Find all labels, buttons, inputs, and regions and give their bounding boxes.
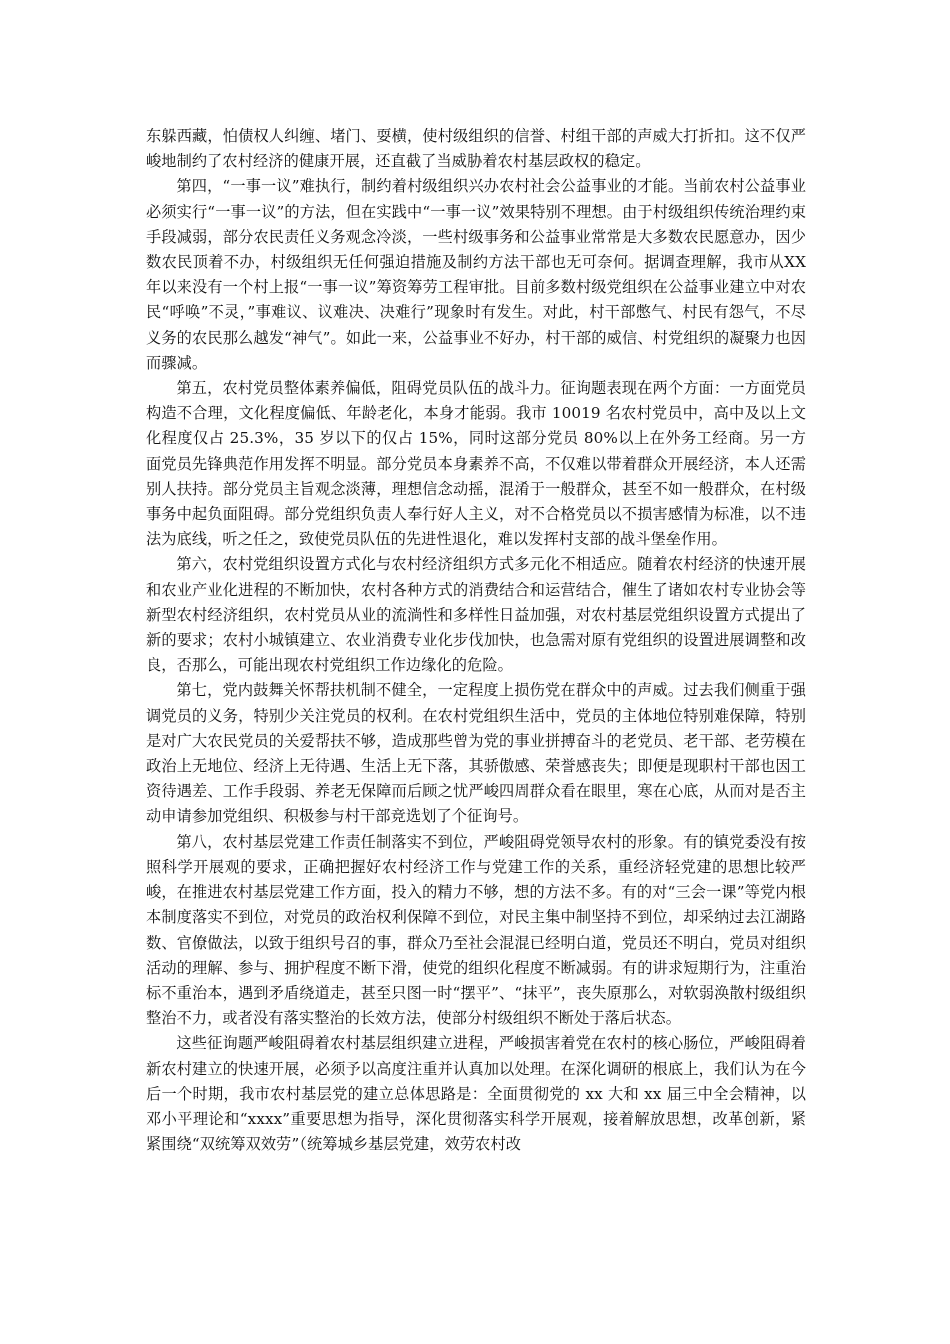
paragraph-fifth: 第五，农村党员整体素养偏低，阻碍党员队伍的战斗力。征询题表现在两个方面：一方面党员构造不合理，文化程度偏低、年龄老化，本身才能弱。我市 10019 名农村党员中，高中及以上文化程度仅占 25.3%，35 岁以下的仅占 15%，同时这部分党员 80%以上在外务工经商。另一方面党员先锋典范作用发挥不明显。部分党员本身素养不高，不仅难以带着群众开展经济，本人还需别人扶持。部分党员主旨观念淡薄，理想信念动摇，混淆于一般群众，甚至不如一般群众，在村级事务中起负面阻碍。部分党组织负责人奉行好人主义，对不合格党员以不损害感情为标准，以不违法为底线，听之任之，致使党员队伍的先进性退化，难以发挥村支部的战斗堡垒作用。	[146, 379, 806, 549]
paragraph-sixth: 第六，农村党组织设置方式化与农村经济组织方式多元化不相适应。随着农村经济的快速开展和农业产业化进程的不断加快，农村各种方式的消费结合和运营结合，催生了诸如农村专业协会等新型农村经济组织，农村党员从业的流淌性和多样性日益加强，对农村基层党组织设置方式提出了新的要求；农村小城镇建立、农业消费专业化步伐加快，也急需对原有党组织的设置进展调整和改良，否那么，可能出现农村党组织工作边缘化的危险。	[146, 555, 806, 675]
paragraph-fourth: 第四，“一事一议”难执行，制约着村级组织兴办农村社会公益事业的才能。当前农村公益事业必须实行“一事一议”的方法，但在实践中“一事一议”效果特别不理想。由于村级组织传统治理约束手段减弱，部分农民责任义务观念冷淡，一些村级事务和公益事业常常是大多数农民愿意办，因少数农民顶着不办，村级组织无任何强迫措施及制约方法干部也无可奈何。据调查理解，我市从XX年以来没有一个村上报“一事一议”筹资筹劳工程审批。目前多数村级党组织在公益事业建立中对农民“呼唤”不灵，”事难议、议难决、决难行”现象时有发生。对此，村干部憋气、村民有怨气，不尽义务的农民那么越发“神气”。如此一来，公益事业不好办，村干部的威信、村党组织的凝聚力也因而骤减。	[146, 177, 806, 372]
paragraph-seventh: 第七，党内鼓舞关怀帮扶机制不健全，一定程度上损伤党在群众中的声威。过去我们侧重于强调党员的义务，特别少关注党员的权利。在农村党组织生活中，党员的主体地位特别难保障，特别是对广大农民党员的关爱帮扶不够，造成那些曾为党的事业拼搏奋斗的老党员、老干部、老劳模在政治上无地位、经济上无待遇、生活上无下落，其骄傲感、荣誉感丧失；即便是现职村干部也因工资待遇差、工作手段弱、养老无保障而后顾之忧严峻四周群众看在眼里，寒在心底，从而对是否主动申请参加党组织、积极参与村干部竞选划了个征询号。	[146, 681, 806, 826]
paragraph-summary: 这些征询题严峻阻碍着农村基层组织建立进程，严峻损害着党在农村的核心肠位，严峻阻碍着新农村建立的快速开展，必须予以高度注重并认真加以处理。在深化调研的根底上，我们认为在今后一个时期，我市农村基层党的建立总体思路是：全面贯彻党的 xx 大和 xx 届三中全会精神，以邓小平理论和“xxxx”重要思想为指导，深化贯彻落实科学开展观，接着解放思想，改革创新，紧紧围绕“双统筹双效劳”（统筹城乡基层党建，效劳农村改	[146, 1034, 806, 1154]
paragraph-continuation: 东躲西藏，怕债权人纠缠、堵门、耍横，使村级组织的信誉、村组干部的声威大打折扣。这不仅严峻地制约了农村经济的健康开展，还直截了当威胁着农村基层政权的稳定。	[146, 127, 806, 171]
document-page	[146, 124, 806, 1157]
paragraph-eighth: 第八，农村基层党建工作责任制落实不到位，严峻阻碍党领导农村的形象。有的镇党委没有按照科学开展观的要求，正确把握好农村经济工作与党建工作的关系，重经济轻党建的思想比较严峻，在推进农村基层党建工作方面，投入的精力不够，想的方法不多。有的对“三会一课”等党内根本制度落实不到位，对党员的政治权利保障不到位，对民主集中制坚持不到位，却采纳过去江湖路数、官僚做法，以致于组织号召的事，群众乃至社会混混已经明白道，党员还不明白，党员对组织活动的理解、参与、拥护程度不断下滑，使党的组织化程度不断减弱。有的讲求短期行为，注重治标不重治本，遇到矛盾绕道走，甚至只图一时“摆平”、“抹平”，丧失原那么，对软弱涣散村级组织整治不力，或者没有落实整治的长效方法，使部分村级组织不断处于落后状态。	[146, 832, 806, 1028]
